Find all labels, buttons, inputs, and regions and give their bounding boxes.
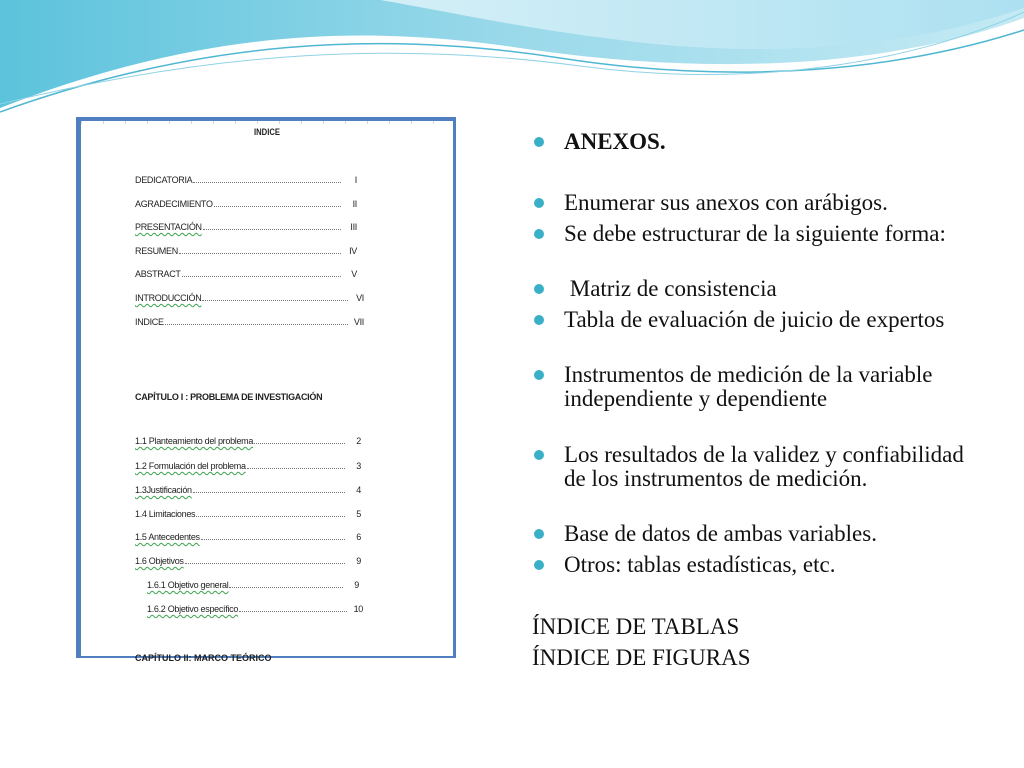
toc-entry	[135, 267, 357, 279]
toc-leader-dots	[193, 182, 341, 183]
toc-entry-label: 1.5 Antecedentes	[135, 532, 200, 542]
bullet-text: ANEXOS.	[564, 129, 666, 154]
bullet-dot-icon	[534, 370, 544, 380]
cut-off-chapter-heading: CAPÍTULO II: MARCO TEÓRICO	[135, 653, 272, 663]
toc-leader-dots	[239, 611, 347, 612]
toc-chapter-entry	[135, 507, 361, 519]
bullet-dot-icon	[534, 315, 544, 325]
toc-entry-label: 1.6.1 Objetivo general	[147, 580, 229, 590]
bullet-item	[532, 130, 972, 154]
bullet-item	[532, 222, 972, 246]
toc-entry-page: IV	[349, 246, 357, 256]
bullet-text: Tabla de evaluación de juicio de expertos	[564, 307, 945, 332]
toc-entry	[135, 291, 364, 303]
bullet-item	[532, 363, 972, 411]
document-ruler	[81, 121, 453, 124]
toc-entry	[135, 197, 357, 209]
chapter-heading: CAPÍTULO I : PROBLEMA DE INVESTIGACIÓN	[135, 392, 323, 402]
toc-entry	[135, 220, 357, 232]
toc-leader-dots	[185, 563, 345, 564]
toc-entry	[135, 315, 364, 327]
toc-entry-page: I	[354, 175, 357, 185]
toc-leader-dots	[182, 276, 341, 277]
toc-entry-label: INDICE	[135, 317, 164, 327]
toc-entry	[135, 173, 357, 185]
bullet-text: Instrumentos de medición de la variable independiente y dependiente	[564, 362, 933, 411]
header-wave-decoration	[0, 0, 1024, 130]
toc-leader-dots	[196, 516, 345, 517]
document-page	[81, 121, 453, 663]
toc-chapter-entry	[135, 459, 361, 471]
bullet-text: Otros: tablas estadísticas, etc.	[564, 552, 836, 577]
index-of-figures-label: ÍNDICE DE FIGURAS	[532, 645, 751, 670]
toc-entry-page: 10	[353, 604, 363, 614]
toc-chapter-entry	[135, 554, 361, 566]
index-of-tables-label: ÍNDICE DE TABLAS	[532, 614, 740, 639]
bullet-dot-icon	[534, 284, 544, 294]
toc-document-image	[76, 117, 456, 663]
toc-entry-label: ABSTRACT	[135, 269, 181, 279]
toc-leader-dots	[229, 587, 343, 588]
toc-entry-label: 1.2 Formulación del problema	[135, 461, 246, 471]
toc-entry	[135, 244, 357, 256]
bullet-item	[532, 277, 972, 301]
toc-entry-label: 1.1 Planteamiento del problema	[135, 436, 254, 446]
bullet-dot-icon	[534, 229, 544, 239]
toc-chapter-entry	[135, 530, 361, 542]
toc-entry-label: DEDICATORIA	[135, 175, 193, 185]
toc-entry-page: 4	[356, 485, 361, 495]
toc-leader-dots	[254, 443, 345, 444]
bullet-dot-icon	[534, 450, 544, 460]
toc-chapter-entry	[147, 578, 359, 590]
toc-leader-dots	[203, 229, 341, 230]
bullet-text: Base de datos de ambas variables.	[564, 521, 877, 546]
bullet-dot-icon	[534, 560, 544, 570]
toc-entry-label: 1.4 Limitaciones	[135, 509, 196, 519]
toc-entry-label: AGRADECIMIENTO	[135, 199, 213, 209]
toc-entry-page: 9	[354, 580, 359, 590]
toc-entry-page: 2	[356, 436, 361, 446]
bullet-item	[532, 308, 972, 332]
bullet-text: Matriz de consistencia	[564, 276, 777, 301]
toc-leader-dots	[179, 253, 341, 254]
bullet-item	[532, 443, 972, 491]
toc-chapter-entry	[135, 434, 361, 446]
toc-chapter-entry	[147, 602, 363, 614]
toc-entry-label: INTRODUCCIÓN	[135, 293, 202, 303]
toc-entry-label: RESUMEN	[135, 246, 178, 256]
toc-leader-dots	[247, 468, 345, 469]
toc-leader-dots	[202, 300, 348, 301]
toc-entry-label: 1.6.2 Objetivo específico	[147, 604, 239, 614]
toc-entry-page: 5	[356, 509, 361, 519]
bullet-text: Se debe estructurar de la siguiente forma:	[564, 221, 946, 246]
toc-entry-label: 1.6 Objetivos	[135, 556, 184, 566]
toc-entry-label: PRESENTACIÓN	[135, 222, 202, 232]
toc-entry-page: VI	[356, 293, 364, 303]
toc-entry-page: V	[351, 269, 357, 279]
bullet-item	[532, 522, 972, 546]
toc-entry-page: 6	[356, 532, 361, 542]
toc-entry-page: 3	[356, 461, 361, 471]
toc-leader-dots	[165, 324, 348, 325]
bullet-dot-icon	[534, 137, 544, 147]
bullet-item	[532, 553, 972, 577]
toc-entry-page: 9	[356, 556, 361, 566]
bullet-text: Enumerar sus anexos con arábigos.	[564, 190, 888, 215]
toc-entry-page: II	[352, 199, 357, 209]
document-title: INDICE	[254, 127, 280, 137]
toc-chapter-entry	[135, 483, 361, 495]
toc-entry-page: VII	[353, 317, 364, 327]
bullet-text: Los resultados de la validez y confiabilidad de los instrumentos de medición.	[564, 442, 964, 491]
toc-leader-dots	[214, 206, 341, 207]
toc-leader-dots	[193, 492, 345, 493]
toc-leader-dots	[201, 539, 345, 540]
bullet-dot-icon	[534, 198, 544, 208]
toc-entry-page: III	[350, 222, 357, 232]
toc-entry-label: 1.3Justificación	[135, 485, 192, 495]
bullet-item	[532, 191, 972, 215]
bullet-dot-icon	[534, 529, 544, 539]
